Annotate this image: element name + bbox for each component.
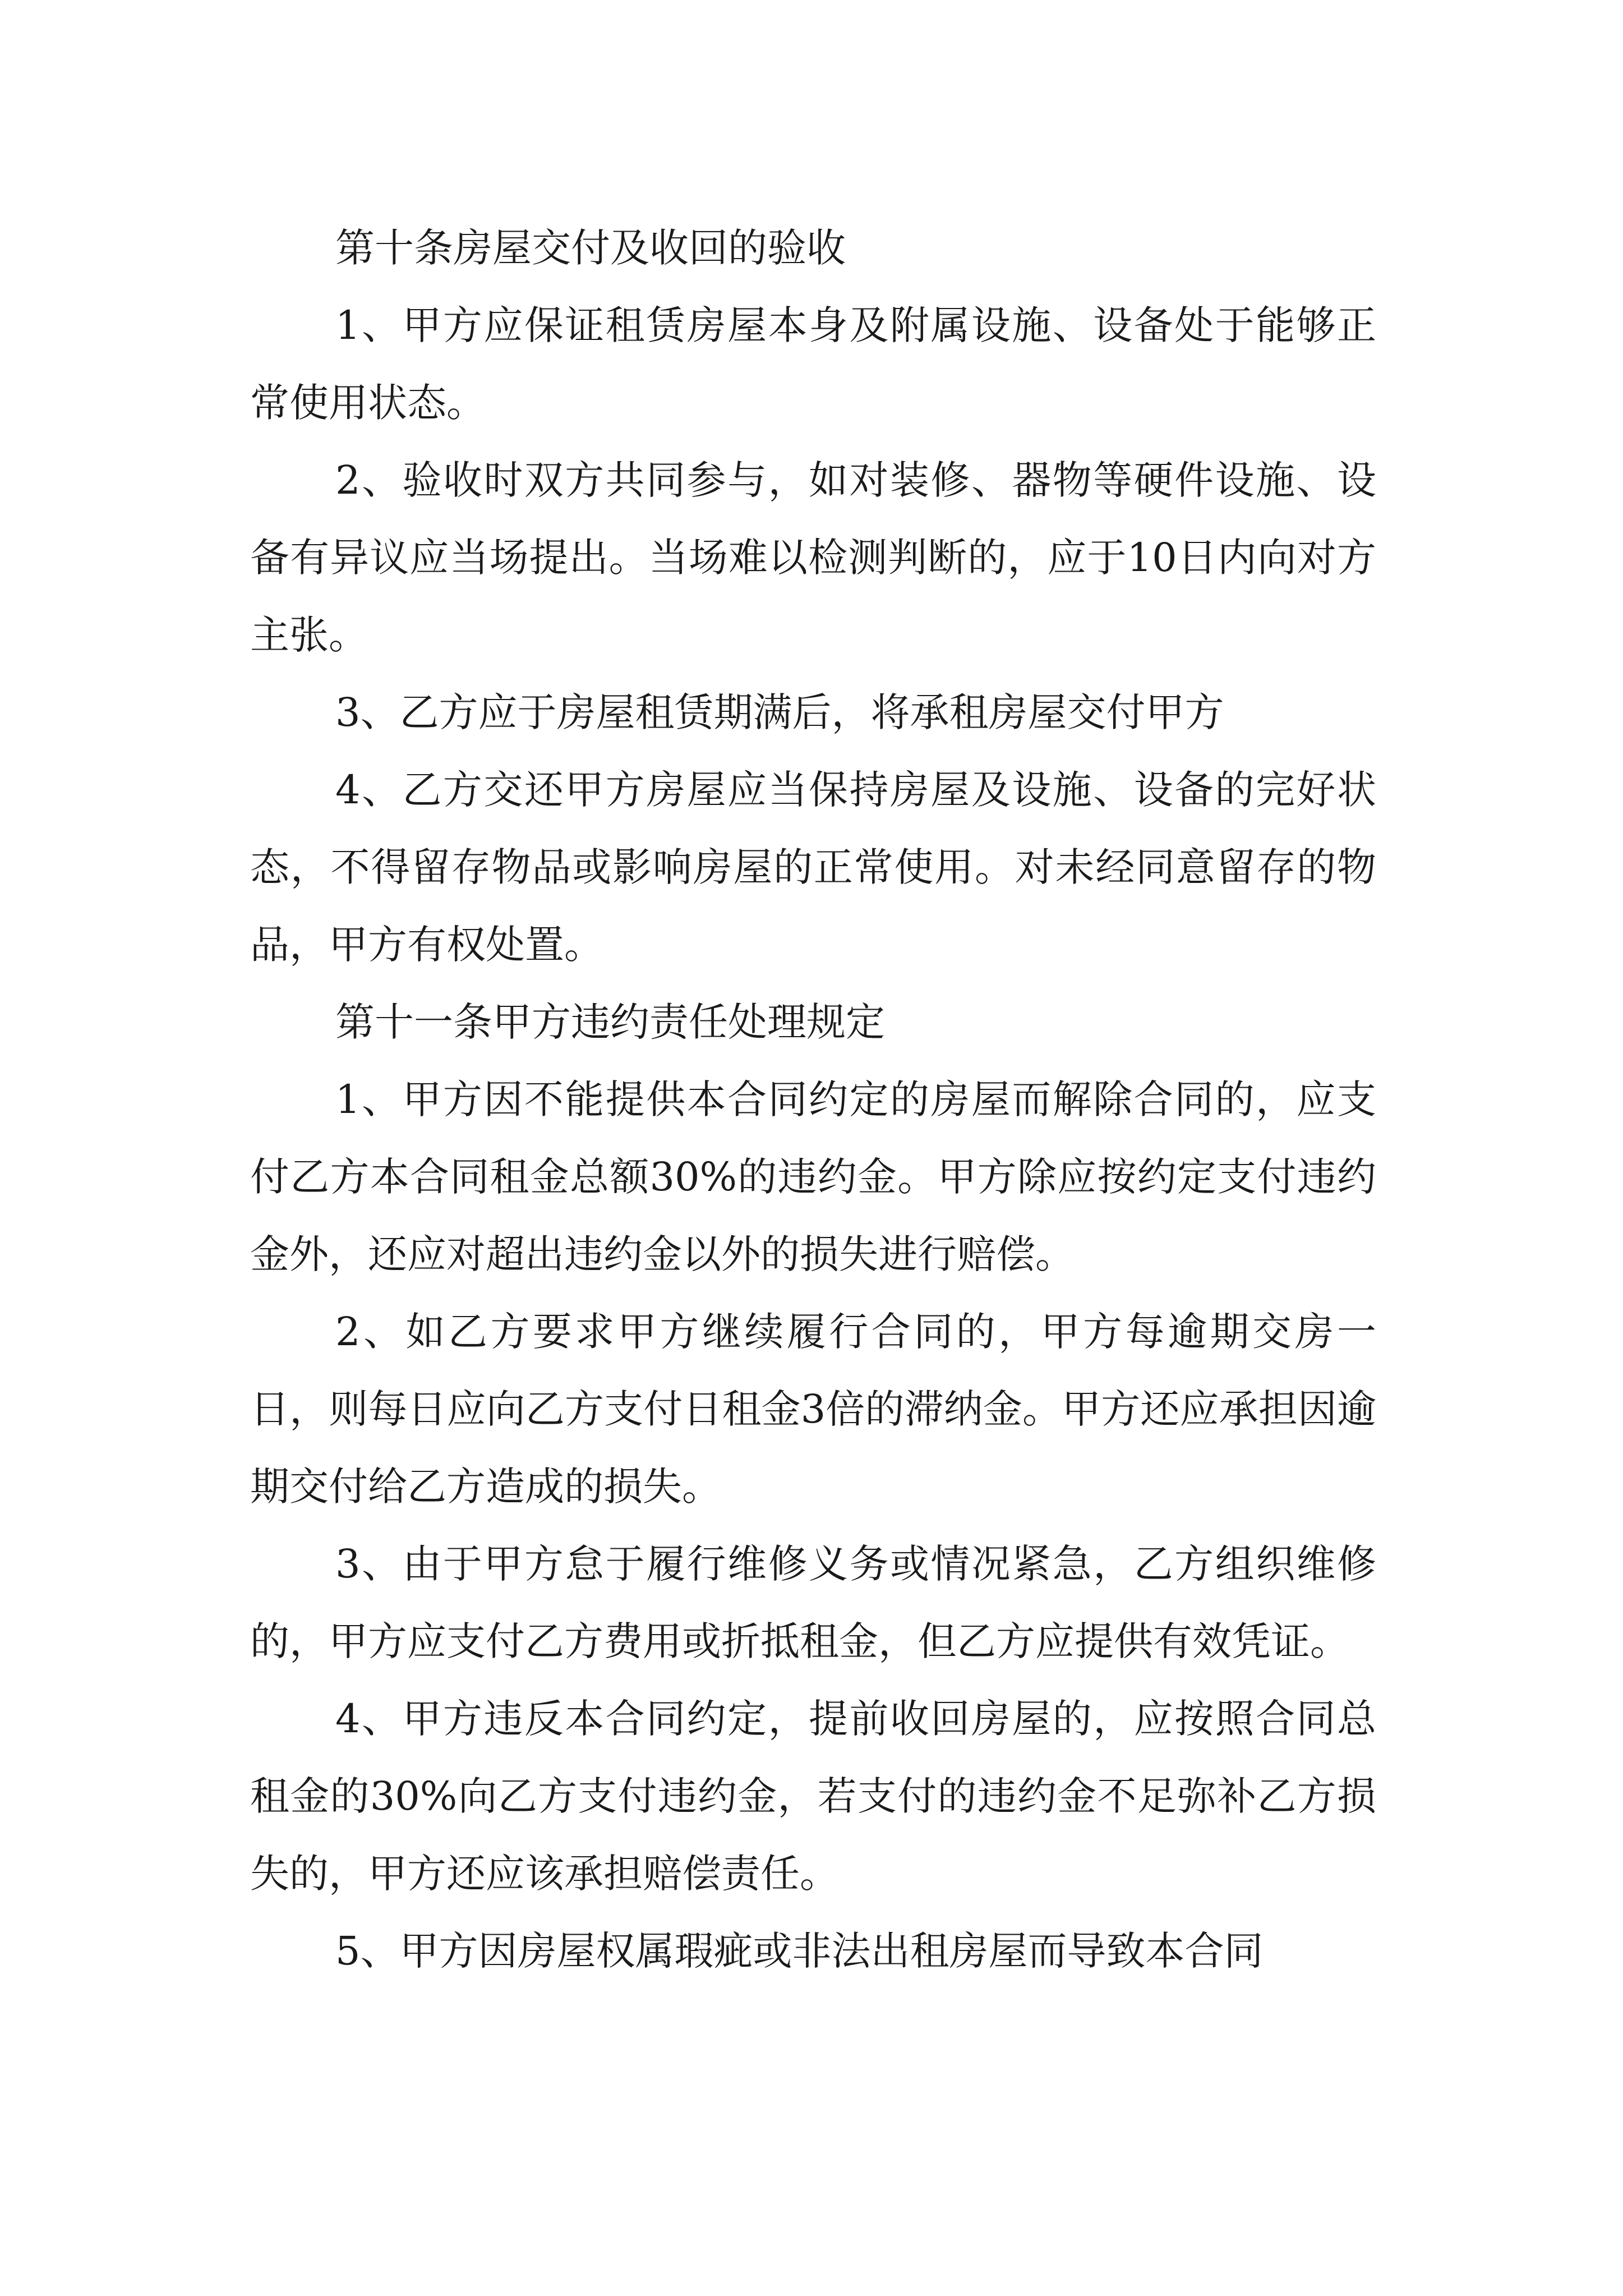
article-10-clause-3: 3、乙方应于房屋租赁期满后，将承租房屋交付甲方: [335, 689, 1224, 735]
document-body: [250, 209, 1376, 1990]
article-11-clause-1: 1、甲方因不能提供本合同约定的房屋而解除合同的，应支付乙方本合同租金总额30%的违约金。甲方除应按约定支付违约金外，还应对超出违约金以外的损失进行赔偿。: [250, 1076, 1376, 1277]
article-11-clause-4: 4、甲方违反本合同约定，提前收回房屋的，应按照合同总租金的30%向乙方支付违约金，若支付的违约金不足弥补乙方损失的，甲方还应该承担赔偿责任。: [250, 1696, 1376, 1897]
section-heading-article-11: 第十一条甲方违约责任处理规定: [335, 999, 885, 1045]
article-10-clause-2: 2、验收时双方共同参与，如对装修、器物等硬件设施、设备有异议应当场提出。当场难以检测判断的，应于10日内向对方主张。: [250, 457, 1376, 658]
article-10-clause-4: 4、乙方交还甲方房屋应当保持房屋及设施、设备的完好状态，不得留存物品或影响房屋的正常使用。对未经同意留存的物品，甲方有权处置。: [250, 767, 1376, 968]
section-heading-article-10: 第十条房屋交付及收回的验收: [335, 225, 846, 271]
article-11-clause-3: 3、由于甲方怠于履行维修义务或情况紧急，乙方组织维修的，甲方应支付乙方费用或折抵租金，但乙方应提供有效凭证。: [250, 1541, 1376, 1664]
article-11-clause-2: 2、如乙方要求甲方继续履行合同的，甲方每逾期交房一日，则每日应向乙方支付日租金3倍的滞纳金。甲方还应承担因逾期交付给乙方造成的损失。: [250, 1309, 1376, 1510]
article-11-clause-5: 5、甲方因房屋权属瑕疵或非法出租房屋而导致本合同: [335, 1928, 1264, 1974]
article-10-clause-1: 1、甲方应保证租赁房屋本身及附属设施、设备处于能够正常使用状态。: [250, 302, 1376, 426]
